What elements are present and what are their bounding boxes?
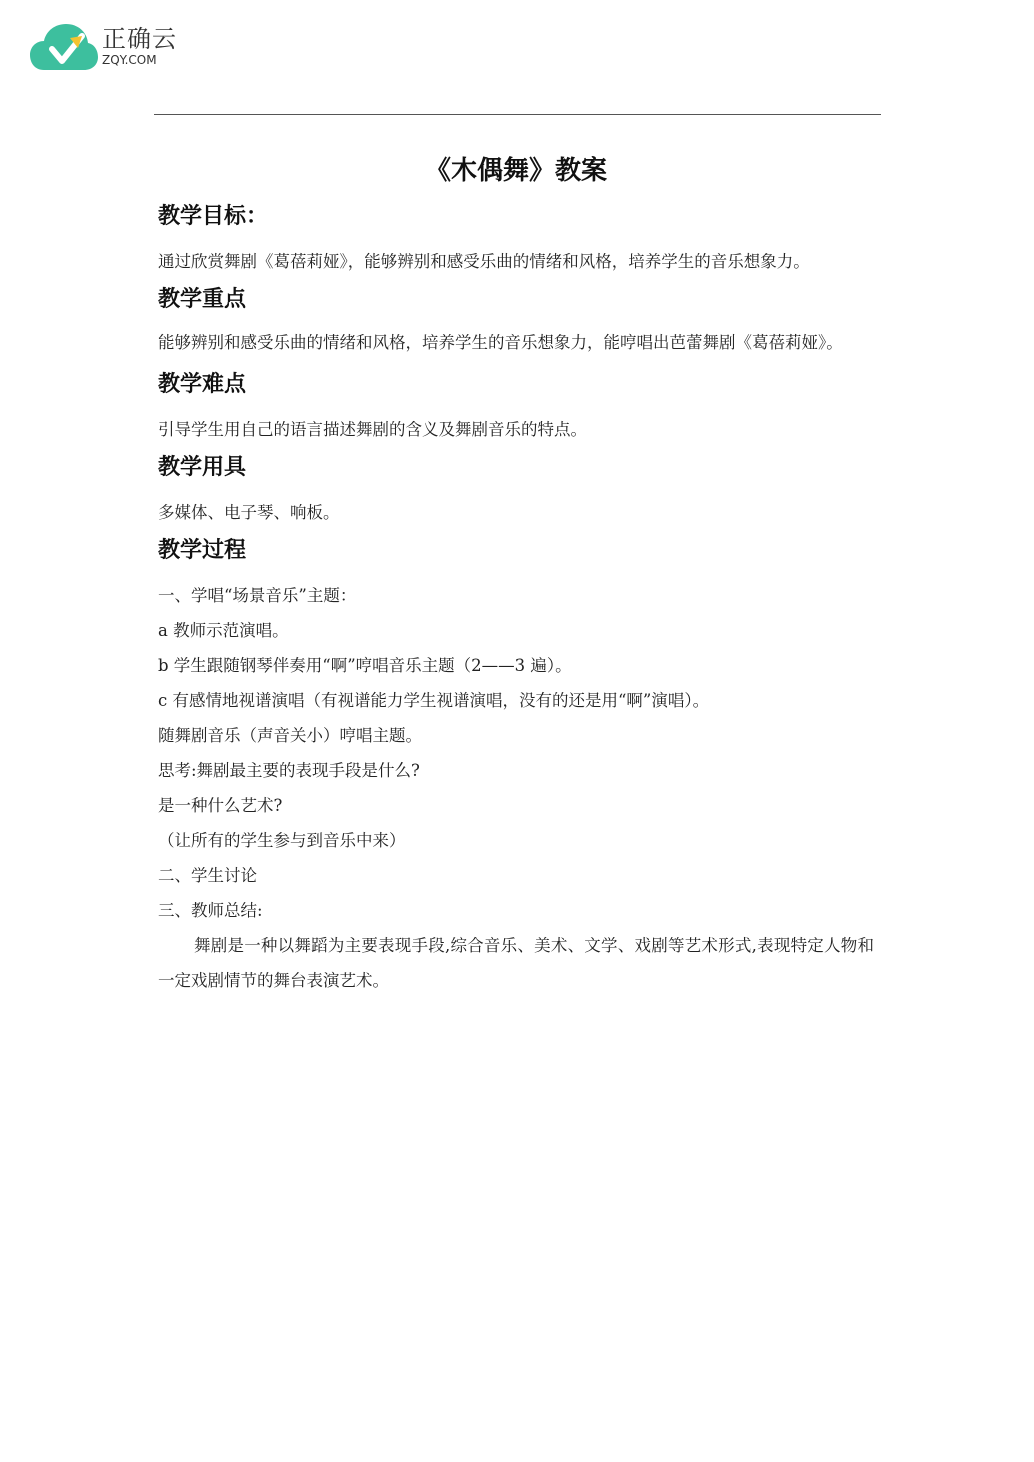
paragraph-difficulties: 引导学生用自己的语言描述舞剧的含义及舞剧音乐的特点。: [158, 420, 587, 439]
process-line: 一、学唱“场景音乐”主题：: [158, 586, 357, 605]
section-heading-key-points: 教学重点: [158, 287, 247, 312]
paragraph-materials: 多媒体、电子琴、响板。: [158, 503, 340, 522]
process-line: 随舞剧音乐（声音关小）哼唱主题。: [158, 726, 422, 745]
logo-name-en: ZQY.COM: [102, 53, 157, 67]
paragraph-key-points: 能够辨别和感受乐曲的情绪和风格，培养学生的音乐想象力，能哼唱出芭蕾舞剧《葛蓓莉娅》。: [158, 333, 843, 352]
header-rule: [154, 114, 881, 115]
process-line: （让所有的学生参与到音乐中来）: [158, 831, 406, 850]
process-list: [158, 578, 874, 998]
section-heading-process: 教学过程: [158, 538, 247, 563]
process-line: c 有感情地视谱演唱（有视谱能力学生视谱演唱，没有的还是用“啊”演唱）。: [158, 691, 710, 710]
process-line: a 教师示范演唱。: [158, 621, 289, 640]
logo-name-cn: 正确云: [102, 25, 177, 53]
brand-logo: [30, 22, 190, 74]
process-line: 三、教师总结:: [158, 901, 263, 920]
process-line: 二、学生讨论: [158, 866, 257, 885]
process-line: 是一种什么艺术?: [158, 796, 283, 815]
section-heading-objectives: 教学目标：: [158, 204, 269, 229]
cloud-check-icon: [30, 22, 98, 72]
document-body: [158, 148, 874, 998]
document-title: 《木偶舞》教案: [424, 156, 607, 186]
summary-paragraph: 舞剧是一种以舞蹈为主要表现手段,综合音乐、美术、文学、戏剧等艺术形式,表现特定人物和一定戏剧情节的舞台表演艺术。: [158, 936, 874, 990]
section-heading-difficulties: 教学难点: [158, 372, 247, 397]
paragraph-objectives: 通过欣赏舞剧《葛蓓莉娅》，能够辨别和感受乐曲的情绪和风格，培养学生的音乐想象力。: [158, 252, 810, 271]
process-line: b 学生跟随钢琴伴奏用“啊”哼唱音乐主题（2——3 遍）。: [158, 656, 572, 675]
section-heading-materials: 教学用具: [158, 455, 247, 480]
process-line: 思考:舞剧最主要的表现手段是什么?: [158, 761, 420, 780]
